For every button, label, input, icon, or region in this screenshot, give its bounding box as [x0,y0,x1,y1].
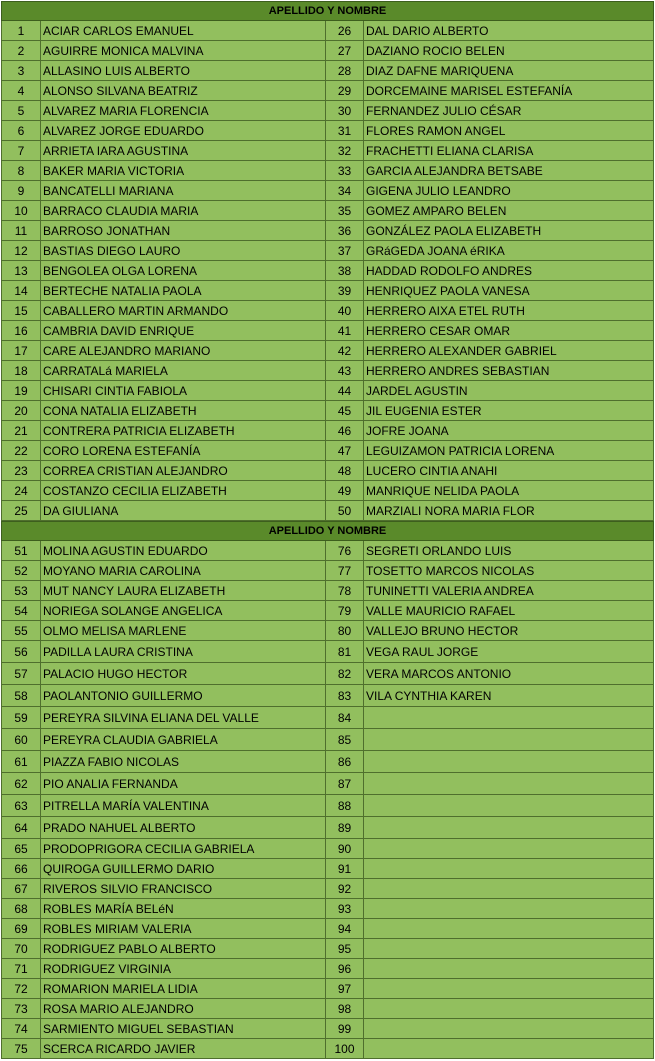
row-number-left: 19 [1,381,41,401]
name-right: DAL DARIO ALBERTO [364,21,654,41]
table-row [1,381,654,401]
row-number-left: 2 [1,41,41,61]
table-row [1,817,654,839]
name-right: LUCERO CINTIA ANAHI [364,461,654,481]
name-left: BARRACO CLAUDIA MARIA [41,201,326,221]
name-left: RODRIGUEZ VIRGINIA [41,959,326,979]
table-row [1,1019,654,1039]
name-right: VALLEJO BRUNO HECTOR [364,621,654,641]
name-left: OLMO MELISA MARLENE [41,621,326,641]
name-left: PEREYRA SILVINA ELIANA DEL VALLE [41,707,326,729]
row-number-right: 28 [326,61,364,81]
name-left: CARE ALEJANDRO MARIANO [41,341,326,361]
table-row [1,241,654,261]
name-left: NORIEGA SOLANGE ANGELICA [41,601,326,621]
row-number-right: 95 [326,939,364,959]
name-left: PALACIO HUGO HECTOR [41,663,326,685]
table-row [1,81,654,101]
name-left: CAMBRIA DAVID ENRIQUE [41,321,326,341]
row-number-left: 63 [1,795,41,817]
table-row [1,41,654,61]
row-number-right: 49 [326,481,364,501]
row-number-right: 89 [326,817,364,839]
table-row [1,751,654,773]
name-left: PRODOPRIGORA CECILIA GABRIELA [41,839,326,859]
name-left: QUIROGA GUILLERMO DARIO [41,859,326,879]
table-row [1,919,654,939]
name-left: BAKER MARIA VICTORIA [41,161,326,181]
name-right [364,979,654,999]
table-row [1,729,654,751]
row-number-right: 46 [326,421,364,441]
row-number-left: 66 [1,859,41,879]
row-number-right: 80 [326,621,364,641]
row-number-right: 32 [326,141,364,161]
roster-sheet [1,1,654,1059]
row-number-left: 71 [1,959,41,979]
row-number-left: 25 [1,501,41,521]
name-left: CORREA CRISTIAN ALEJANDRO [41,461,326,481]
table-row [1,999,654,1019]
table-row [1,541,654,561]
row-number-left: 68 [1,899,41,919]
name-left: CORO LORENA ESTEFANÍA [41,441,326,461]
row-number-left: 69 [1,919,41,939]
table-row [1,481,654,501]
name-left: CHISARI CINTIA FABIOLA [41,381,326,401]
row-number-left: 22 [1,441,41,461]
name-left: COSTANZO CECILIA ELIZABETH [41,481,326,501]
section-1-header: APELLIDO Y NOMBRE [1,1,654,21]
table-row [1,141,654,161]
name-right: SEGRETI ORLANDO LUIS [364,541,654,561]
name-left: DA GIULIANA [41,501,326,521]
name-left: ACIAR CARLOS EMANUEL [41,21,326,41]
row-number-left: 11 [1,221,41,241]
name-left: AGUIRRE MONICA MALVINA [41,41,326,61]
table-row [1,601,654,621]
name-right: JOFRE JOANA [364,421,654,441]
name-right: VILA CYNTHIA KAREN [364,685,654,707]
name-right [364,859,654,879]
name-left: CONA NATALIA ELIZABETH [41,401,326,421]
row-number-right: 40 [326,301,364,321]
table-row [1,61,654,81]
name-left: ALLASINO LUIS ALBERTO [41,61,326,81]
row-number-left: 55 [1,621,41,641]
name-right: VALLE MAURICIO RAFAEL [364,601,654,621]
name-right [364,959,654,979]
row-number-right: 81 [326,641,364,663]
table-row [1,421,654,441]
table-row [1,501,654,521]
table-row [1,581,654,601]
row-number-right: 50 [326,501,364,521]
row-number-left: 61 [1,751,41,773]
section-1-table [1,21,654,521]
name-left: ROSA MARIO ALEJANDRO [41,999,326,1019]
name-right [364,939,654,959]
name-right: HERRERO ALEXANDER GABRIEL [364,341,654,361]
row-number-left: 21 [1,421,41,441]
name-right [364,795,654,817]
row-number-right: 93 [326,899,364,919]
row-number-left: 60 [1,729,41,751]
name-right: JARDEL AGUSTIN [364,381,654,401]
table-row [1,621,654,641]
row-number-left: 70 [1,939,41,959]
row-number-right: 84 [326,707,364,729]
row-number-right: 83 [326,685,364,707]
table-row [1,773,654,795]
row-number-right: 77 [326,561,364,581]
name-right: FERNANDEZ JULIO CÉSAR [364,101,654,121]
row-number-left: 20 [1,401,41,421]
row-number-right: 79 [326,601,364,621]
row-number-left: 65 [1,839,41,859]
table-row [1,221,654,241]
row-number-left: 7 [1,141,41,161]
name-left: MOYANO MARIA CAROLINA [41,561,326,581]
row-number-left: 57 [1,663,41,685]
name-left: BARROSO JONATHAN [41,221,326,241]
name-left: ROBLES MARÍA BELéN [41,899,326,919]
row-number-right: 34 [326,181,364,201]
name-right: GONZÁLEZ PAOLA ELIZABETH [364,221,654,241]
name-right: HERRERO ANDRES SEBASTIAN [364,361,654,381]
row-number-right: 33 [326,161,364,181]
row-number-left: 51 [1,541,41,561]
table-row [1,939,654,959]
name-left: BANCATELLI MARIANA [41,181,326,201]
row-number-left: 5 [1,101,41,121]
row-number-right: 88 [326,795,364,817]
name-left: ROMARION MARIELA LIDIA [41,979,326,999]
name-left: RODRIGUEZ PABLO ALBERTO [41,939,326,959]
name-left: PIO ANALIA FERNANDA [41,773,326,795]
row-number-left: 12 [1,241,41,261]
name-left: ARRIETA IARA AGUSTINA [41,141,326,161]
row-number-left: 13 [1,261,41,281]
row-number-right: 76 [326,541,364,561]
name-left: CARRATALá MARIELA [41,361,326,381]
row-number-right: 86 [326,751,364,773]
row-number-right: 26 [326,21,364,41]
table-row [1,121,654,141]
name-left: PIAZZA FABIO NICOLAS [41,751,326,773]
row-number-right: 44 [326,381,364,401]
table-row [1,959,654,979]
name-right: MARZIALI NORA MARIA FLOR [364,501,654,521]
name-left: PEREYRA CLAUDIA GABRIELA [41,729,326,751]
row-number-left: 9 [1,181,41,201]
row-number-right: 100 [326,1039,364,1059]
name-right: GARCIA ALEJANDRA BETSABE [364,161,654,181]
table-row [1,1039,654,1059]
name-right: TOSETTO MARCOS NICOLAS [364,561,654,581]
name-right: HERRERO CESAR OMAR [364,321,654,341]
row-number-left: 54 [1,601,41,621]
row-number-left: 52 [1,561,41,581]
table-row [1,839,654,859]
name-right: FLORES RAMON ANGEL [364,121,654,141]
table-row [1,101,654,121]
name-right: MANRIQUE NELIDA PAOLA [364,481,654,501]
name-right [364,879,654,899]
row-number-right: 39 [326,281,364,301]
name-right: GIGENA JULIO LEANDRO [364,181,654,201]
name-right: TUNINETTI VALERIA ANDREA [364,581,654,601]
row-number-right: 47 [326,441,364,461]
table-row [1,341,654,361]
row-number-left: 16 [1,321,41,341]
name-right [364,773,654,795]
table-row [1,461,654,481]
row-number-right: 36 [326,221,364,241]
name-right [364,729,654,751]
row-number-right: 31 [326,121,364,141]
row-number-left: 4 [1,81,41,101]
name-left: PITRELLA MARÍA VALENTINA [41,795,326,817]
row-number-left: 62 [1,773,41,795]
name-left: RIVEROS SILVIO FRANCISCO [41,879,326,899]
name-right [364,899,654,919]
name-right [364,817,654,839]
table-row [1,321,654,341]
name-left: PRADO NAHUEL ALBERTO [41,817,326,839]
name-right [364,999,654,1019]
row-number-left: 59 [1,707,41,729]
table-row [1,301,654,321]
name-left: CABALLERO MARTIN ARMANDO [41,301,326,321]
name-right [364,839,654,859]
name-right [364,1039,654,1059]
name-right: FRACHETTI ELIANA CLARISA [364,141,654,161]
row-number-right: 91 [326,859,364,879]
name-left: ROBLES MIRIAM VALERIA [41,919,326,939]
row-number-right: 82 [326,663,364,685]
name-right: DAZIANO ROCIO BELEN [364,41,654,61]
table-row [1,707,654,729]
name-left: ALVAREZ MARIA FLORENCIA [41,101,326,121]
name-right: JIL EUGENIA ESTER [364,401,654,421]
name-right: GRáGEDA JOANA éRIKA [364,241,654,261]
row-number-left: 8 [1,161,41,181]
row-number-left: 72 [1,979,41,999]
table-row [1,641,654,663]
table-row [1,441,654,461]
table-row [1,859,654,879]
name-right [364,919,654,939]
table-row [1,281,654,301]
table-row [1,21,654,41]
row-number-right: 29 [326,81,364,101]
name-left: PADILLA LAURA CRISTINA [41,641,326,663]
name-left: BENGOLEA OLGA LORENA [41,261,326,281]
name-left: BERTECHE NATALIA PAOLA [41,281,326,301]
row-number-right: 35 [326,201,364,221]
name-right: VERA MARCOS ANTONIO [364,663,654,685]
row-number-right: 43 [326,361,364,381]
row-number-right: 97 [326,979,364,999]
name-left: CONTRERA PATRICIA ELIZABETH [41,421,326,441]
table-row [1,795,654,817]
table-row [1,879,654,899]
row-number-left: 24 [1,481,41,501]
row-number-left: 64 [1,817,41,839]
name-left: MOLINA AGUSTIN EDUARDO [41,541,326,561]
row-number-left: 14 [1,281,41,301]
row-number-right: 90 [326,839,364,859]
table-row [1,899,654,919]
name-right: VEGA RAUL JORGE [364,641,654,663]
row-number-left: 6 [1,121,41,141]
row-number-right: 41 [326,321,364,341]
table-row [1,979,654,999]
name-right [364,751,654,773]
table-row [1,201,654,221]
row-number-left: 15 [1,301,41,321]
row-number-left: 74 [1,1019,41,1039]
name-left: SCERCA RICARDO JAVIER [41,1039,326,1059]
section-2-table [1,541,654,1059]
name-right [364,707,654,729]
table-row [1,161,654,181]
row-number-left: 10 [1,201,41,221]
row-number-left: 18 [1,361,41,381]
row-number-right: 99 [326,1019,364,1039]
name-left: ALONSO SILVANA BEATRIZ [41,81,326,101]
name-right: HERRERO AIXA ETEL RUTH [364,301,654,321]
name-right: LEGUIZAMON PATRICIA LORENA [364,441,654,461]
name-left: ALVAREZ JORGE EDUARDO [41,121,326,141]
section-2-header: APELLIDO Y NOMBRE [1,521,654,541]
name-left: SARMIENTO MIGUEL SEBASTIAN [41,1019,326,1039]
row-number-left: 1 [1,21,41,41]
name-left: PAOLANTONIO GUILLERMO [41,685,326,707]
row-number-right: 87 [326,773,364,795]
name-left: BASTIAS DIEGO LAURO [41,241,326,261]
table-row [1,663,654,685]
row-number-right: 38 [326,261,364,281]
row-number-right: 96 [326,959,364,979]
table-row [1,181,654,201]
name-right: DORCEMAINE MARISEL ESTEFANÍA [364,81,654,101]
table-row [1,361,654,381]
row-number-left: 58 [1,685,41,707]
name-right: GOMEZ AMPARO BELEN [364,201,654,221]
row-number-right: 85 [326,729,364,751]
row-number-left: 17 [1,341,41,361]
table-row [1,261,654,281]
row-number-left: 56 [1,641,41,663]
row-number-right: 48 [326,461,364,481]
table-row [1,401,654,421]
row-number-left: 53 [1,581,41,601]
name-right: HADDAD RODOLFO ANDRES [364,261,654,281]
table-row [1,561,654,581]
row-number-left: 23 [1,461,41,481]
row-number-right: 78 [326,581,364,601]
table-row [1,685,654,707]
row-number-right: 98 [326,999,364,1019]
row-number-right: 45 [326,401,364,421]
name-left: MUT NANCY LAURA ELIZABETH [41,581,326,601]
name-right: DIAZ DAFNE MARIQUENA [364,61,654,81]
name-right: HENRIQUEZ PAOLA VANESA [364,281,654,301]
row-number-left: 75 [1,1039,41,1059]
row-number-left: 3 [1,61,41,81]
row-number-right: 92 [326,879,364,899]
name-right [364,1019,654,1039]
row-number-right: 27 [326,41,364,61]
row-number-right: 37 [326,241,364,261]
row-number-left: 67 [1,879,41,899]
row-number-left: 73 [1,999,41,1019]
row-number-right: 30 [326,101,364,121]
row-number-right: 94 [326,919,364,939]
row-number-right: 42 [326,341,364,361]
